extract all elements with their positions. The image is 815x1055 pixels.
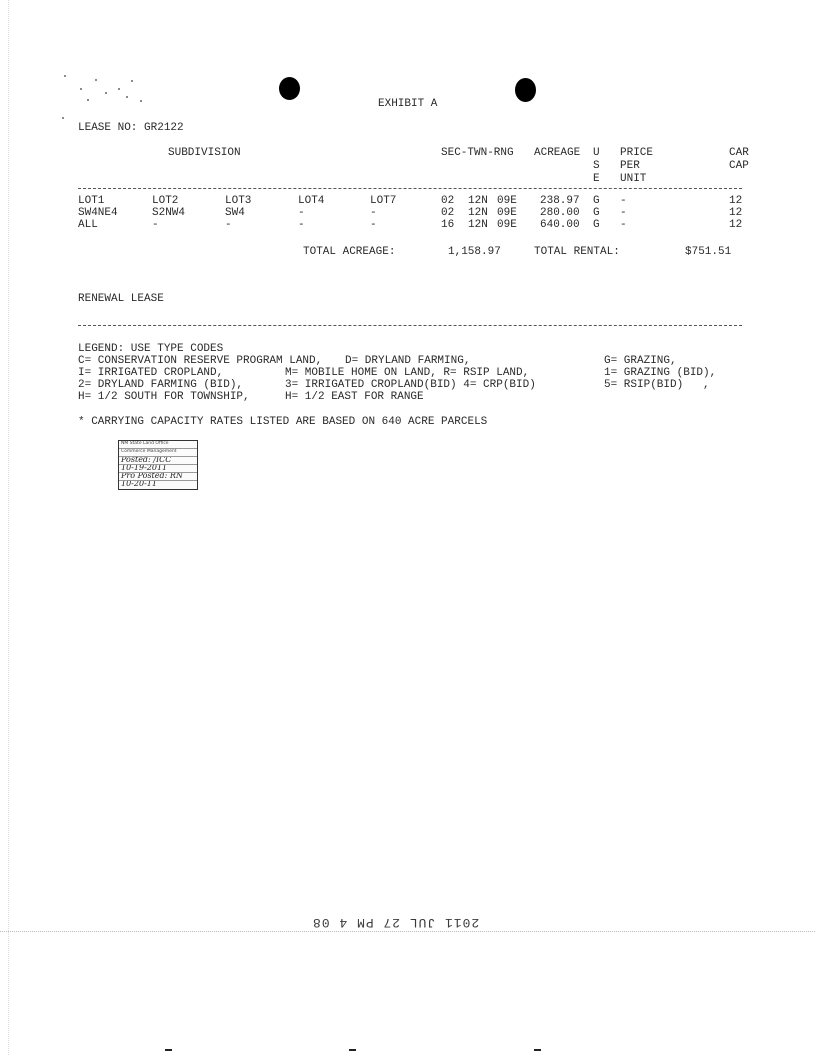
total-acreage-value: 1,158.97: [448, 246, 501, 258]
cell-acreage: 280.00: [540, 207, 580, 219]
stamp-line: Posted: /ICC: [119, 457, 197, 465]
page-edge: [8, 0, 9, 1055]
cell-lot: -: [152, 219, 159, 231]
legend-code: I= IRRIGATED CROPLAND,: [78, 367, 224, 379]
cell-price: -: [620, 207, 627, 219]
punch-hole-right: [515, 78, 536, 102]
legend-code: 1= GRAZING (BID),: [604, 367, 717, 379]
legend-code: M= MOBILE HOME ON LAND, R= RSIP LAND,: [285, 367, 530, 379]
cell-cap: 12: [729, 207, 743, 219]
cell-lot: -: [298, 219, 305, 231]
header-acreage: ACREAGE: [534, 147, 581, 159]
header-price-2: PER: [620, 160, 640, 172]
header-use-u: U: [593, 147, 600, 159]
stamp-line: Pro Posted: RN: [119, 473, 197, 481]
legend-code: G= GRAZING,: [604, 355, 677, 367]
cell-price: -: [620, 219, 627, 231]
posting-stamp: [118, 440, 198, 490]
cell-rng: 09E: [497, 219, 517, 231]
cell-rng: 09E: [497, 195, 517, 207]
header-price-1: PRICE: [620, 147, 654, 159]
cell-lot: SW4: [225, 207, 245, 219]
cell-acreage: 640.00: [540, 219, 580, 231]
stamp-line: Commerce Management: [119, 449, 197, 457]
header-price-3: UNIT: [620, 173, 647, 185]
cell-use: G: [593, 219, 600, 231]
header-use-e: E: [593, 173, 600, 185]
header-subdivision: SUBDIVISION: [168, 147, 241, 159]
cell-lot: -: [370, 207, 377, 219]
stamp-line: 10-19-2011: [119, 465, 197, 473]
header-sec-twn-rng: SEC-TWN-RNG: [441, 147, 514, 159]
received-date-stamp: 2011 JUL 27 PM 4 08: [312, 915, 480, 930]
legend-code: D= DRYLAND FARMING,: [345, 355, 471, 367]
cell-lot: LOT7: [370, 195, 397, 207]
footnote: * CARRYING CAPACITY RATES LISTED ARE BASED ON 640 ACRE PARCELS: [78, 416, 488, 428]
cell-lot: LOT4: [298, 195, 325, 207]
legend-code: H= 1/2 SOUTH FOR TOWNSHIP,: [78, 391, 250, 403]
cell-sec: 16: [441, 219, 455, 231]
scan-line: [0, 931, 815, 932]
header-use-s: S: [593, 160, 600, 172]
cell-cap: 12: [729, 195, 743, 207]
cell-sec: 02: [441, 207, 455, 219]
cell-lot: -: [298, 207, 305, 219]
cell-lot: LOT3: [225, 195, 252, 207]
scan-mark: [534, 1049, 541, 1051]
cell-acreage: 238.97: [540, 195, 580, 207]
legend-code: H= 1/2 EAST FOR RANGE: [285, 391, 424, 403]
section-divider: [78, 325, 742, 326]
stamp-line: 10-20-11: [121, 481, 157, 488]
header-car-1: CAR: [729, 147, 749, 159]
cell-twn: 12N: [468, 207, 488, 219]
scan-mark: [349, 1049, 356, 1051]
total-acreage-label: TOTAL ACREAGE:: [303, 246, 396, 258]
cell-lot: LOT1: [78, 195, 105, 207]
legend-code: C= CONSERVATION RESERVE PROGRAM LAND,: [78, 355, 323, 367]
punch-hole-left: [279, 77, 300, 100]
exhibit-title: EXHIBIT A: [378, 98, 438, 110]
header-car-2: CAP: [729, 160, 749, 172]
cell-lot: S2NW4: [152, 207, 186, 219]
cell-lot: LOT2: [152, 195, 179, 207]
legend-code: 3= IRRIGATED CROPLAND(BID) 4= CRP(BID): [285, 379, 536, 391]
header-divider: [78, 188, 742, 189]
cell-lot: SW4NE4: [78, 207, 118, 219]
cell-cap: 12: [729, 219, 743, 231]
cell-sec: 02: [441, 195, 455, 207]
lease-number: LEASE NO: GR2122: [78, 122, 184, 134]
stamp-line: NM State Land Office: [119, 441, 197, 449]
legend-code: 2= DRYLAND FARMING (BID),: [78, 379, 244, 391]
cell-lot: -: [370, 219, 377, 231]
cell-lot: ALL: [78, 219, 98, 231]
cell-use: G: [593, 207, 600, 219]
cell-rng: 09E: [497, 207, 517, 219]
renewal-lease: RENEWAL LEASE: [78, 293, 164, 305]
cell-twn: 12N: [468, 195, 488, 207]
cell-twn: 12N: [468, 219, 488, 231]
legend-code: 5= RSIP(BID) ,: [604, 379, 710, 391]
cell-use: G: [593, 195, 600, 207]
cell-price: -: [620, 195, 627, 207]
scan-mark: [165, 1049, 172, 1051]
legend-title: LEGEND: USE TYPE CODES: [78, 343, 224, 355]
total-rental-value: $751.51: [685, 246, 732, 258]
cell-lot: -: [225, 219, 232, 231]
total-rental-label: TOTAL RENTAL:: [534, 246, 620, 258]
